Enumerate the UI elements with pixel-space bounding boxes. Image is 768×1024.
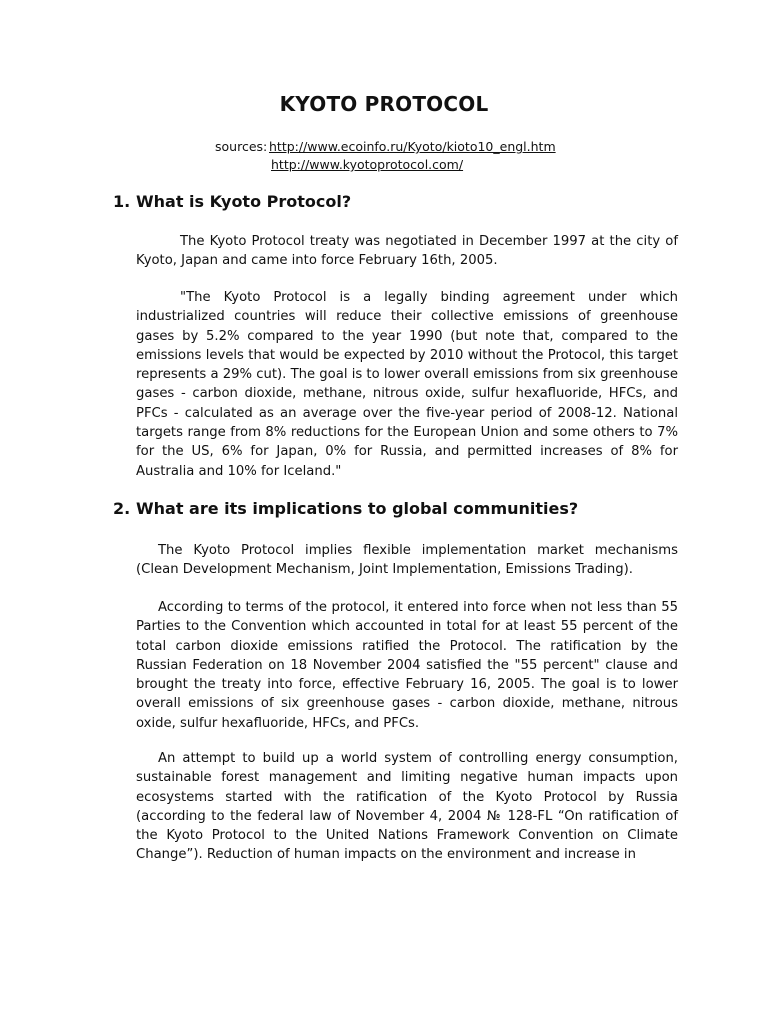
section2-paragraph-1: The Kyoto Protocol implies flexible implementation market mechanisms (Clean Development Mechanism, Joint Implementation, Emissions Trading). <box>136 543 678 578</box>
source-link-ecoinfo[interactable]: http://www.ecoinfo.ru/Kyoto/kioto10_engl.htm <box>269 139 556 154</box>
section2-heading-text: What are its implications to global communities? <box>136 499 579 518</box>
section1-paragraph-1: The Kyoto Protocol treaty was negotiated in December 1997 at the city of Kyoto, Japan and came into force February 16th, 2005. <box>136 234 678 269</box>
section2-number: 2. <box>113 499 131 518</box>
section2-paragraph-3: An attempt to build up a world system of controlling energy consumption, sustainable forest management and limiting negative human impacts upon ecosystems started with the ratification of the Kyoto Protocol by Russia (according to the federal law of November 4, 2004 № 128-FL “On ratification of the Kyoto Protocol to the United Nations Framework Convention on Climate Change”). Reduction of human impacts on the environment and increase in <box>136 751 678 863</box>
page-title: KYOTO PROTOCOL <box>279 92 489 116</box>
section1-paragraph-2: "The Kyoto Protocol is a legally binding agreement under which industrialized countries will reduce their collective emissions of greenhouse gases by 5.2% compared to the year 1990 (but note that, compared to the emissions levels that would be expected by 2010 without the Protocol, this target represents a 29% cut). The goal is to lower overall emissions from six greenhouse gases - carbon dioxide, methane, nitrous oxide, sulfur hexafluoride, HFCs, and PFCs - calculated as an average over the five-year period of 2008-12. National targets range from 8% reductions for the European Union and some others to 7% for the US, 6% for Japan, 0% for Russia, and permitted increases of 8% for Australia and 10% for Iceland." <box>136 290 678 479</box>
section1-heading <box>113 192 351 211</box>
source-link-kyotoprotocol[interactable]: http://www.kyotoprotocol.com/ <box>271 157 464 172</box>
section1-number: 1. <box>113 192 131 211</box>
section2-paragraph-2: According to terms of the protocol, it entered into force when not less than 55 Parties to the Convention which accounted in total for at least 55 percent of the total carbon dioxide emissions ratified the Protocol. The ratification by the Russian Federation on 18 November 2004 satisfied the "55 percent" clause and brought the treaty into force, effective February 16, 2005. The goal is to lower overall emissions of six greenhouse gases - carbon dioxide, methane, nitrous oxide, sulfur hexafluoride, HFCs, and PFCs. <box>136 600 678 731</box>
section2-heading <box>113 499 578 518</box>
section1-heading-text: What is Kyoto Protocol? <box>136 192 352 211</box>
sources-label: sources: <box>215 139 268 154</box>
sources-block <box>215 138 556 174</box>
